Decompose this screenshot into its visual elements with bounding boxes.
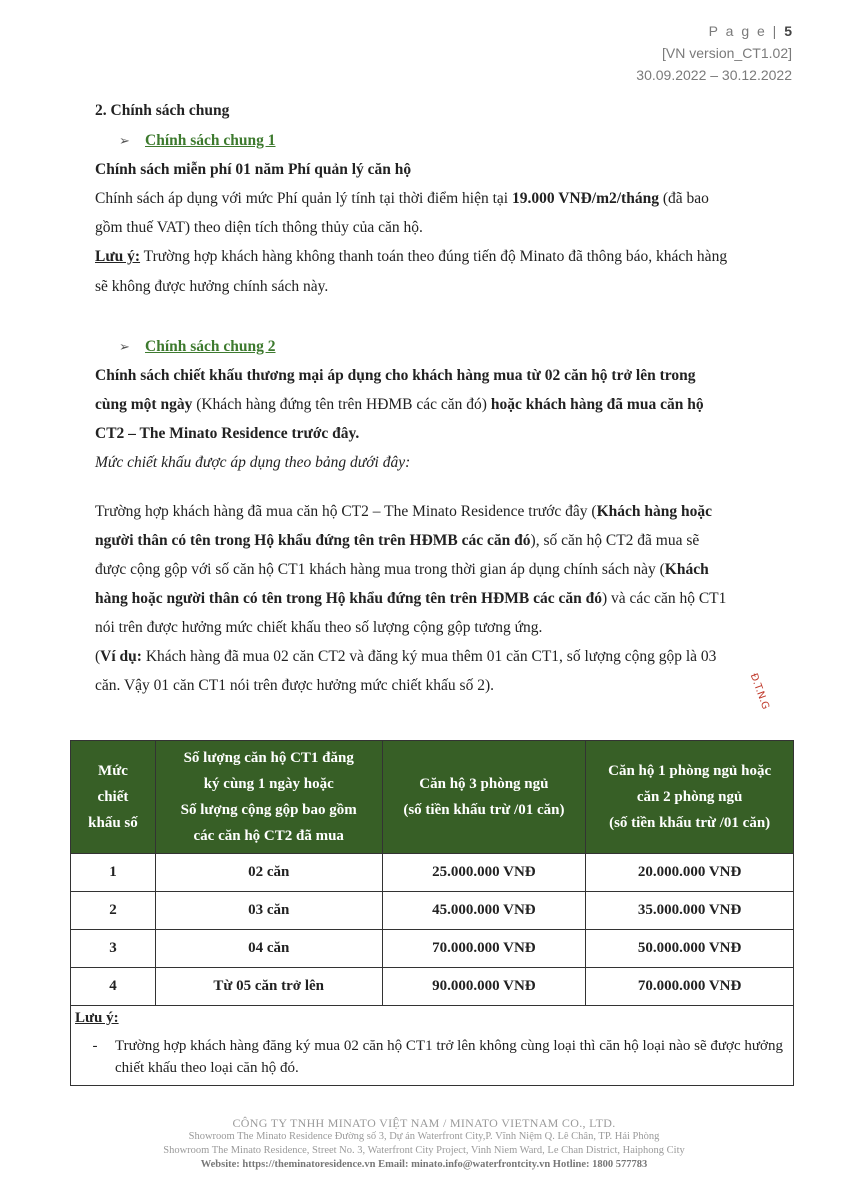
arrow-icon: ➢ [119,339,130,354]
policy2-para-line3 [95,561,709,579]
footer-line2: Showroom The Minato Residence, Street No. 3, Waterfront City Project, Vinh Niem Ward, Le Chan District, Haiphong City [163,1145,685,1156]
policy1-text: Chính sách áp dụng với mức Phí quản lý tính tại thời điểm hiện tại [95,190,512,207]
p1a: Trường hợp khách hàng đã mua căn hộ CT2 – The Minato Residence trước đây ( [95,503,597,520]
table-note-row [71,1006,794,1086]
cell-3br-amount: 70.000.000 VNĐ [382,930,586,968]
header-discount-level [71,741,156,854]
table-row [71,892,794,930]
policy2-heading-text: Chính sách chung 2 [145,338,276,355]
table-note-cell [71,1006,794,1086]
policy1-note [95,248,727,266]
p4a: hàng hoặc người thân có tên trong Hộ khẩu đứng tên trên HĐMB các căn đó [95,590,603,607]
header-quantity [155,741,382,854]
footer-company: CÔNG TY TNHH MINATO VIỆT NAM / MINATO VIETNAM CO., LTD. [232,1116,616,1130]
policy1-text-end: (đã bao [658,190,709,207]
policy2-para-line1 [95,503,712,521]
header-line: (số tiền khấu trừ /01 căn) [609,815,771,831]
management-fee: 19.000 VNĐ/m2/tháng [511,190,659,207]
period-label: 30.09.2022 – 30.12.2022 [636,67,792,83]
header-line: căn 2 phòng ngủ [636,789,743,805]
p3a: được cộng gộp với số căn hộ CT1 khách hàng mua trong thời gian áp dụng chính sách này ( [95,561,665,578]
footer-line1: Showroom The Minato Residence Đường số 3, Dự án Waterfront City,P. Vĩnh Niệm Q. Lê Chân, TP. Hải Phòng [188,1131,660,1142]
note-text: Trường hợp khách hàng không thanh toán theo đúng tiến độ Minato đã thông báo, khách hàng [140,248,728,265]
arrow-icon: ➢ [119,133,130,148]
note-dash: - [92,1038,98,1054]
ex-label: Ví dụ: [100,648,142,665]
policy2-para-line5: nói trên được hưởng mức chiết khấu theo số lượng cộng gộp tương ứng. [95,619,543,636]
header-line: Số lượng căn hộ CT1 đăng [183,750,354,766]
header-3br [382,741,586,854]
discount-table [70,740,794,1086]
p1b: Khách hàng hoặc [596,503,712,520]
cell-quantity: 02 căn [155,854,382,892]
header-line: Số lượng cộng gộp bao gồm [180,802,357,818]
page-footer [0,1116,848,1172]
header-line: khấu số [88,815,138,831]
header-line: ký cùng 1 ngày hoặc [203,776,334,792]
p4b: ) và các căn hộ CT1 [602,590,727,607]
cell-3br-amount: 90.000.000 VNĐ [382,968,586,1006]
header-line: Căn hộ 1 phòng ngủ hoặc [608,763,772,779]
page-number: 5 [784,23,792,39]
header-line: Căn hộ 3 phòng ngủ [419,776,549,792]
example-line2: căn. Vậy 01 căn CT1 nói trên được hưởng mức chiết khấu số 2). [95,677,495,694]
page-header [636,20,792,86]
header-line: chiết [97,789,129,805]
policy2-italic-note: Mức chiết khấu được áp dụng theo bảng dưới đây: [95,454,411,471]
header-line: Mức [98,763,128,779]
footer-contact: Website: https://theminatoresidence.vn Email: minato.info@waterfrontcity.vn Hotline: 1800 577783 [200,1159,648,1170]
cell-3br-amount: 25.000.000 VNĐ [382,854,586,892]
example-line1 [95,648,716,666]
table-row [71,854,794,892]
table-row [71,968,794,1006]
policy2-title-line3: CT2 – The Minato Residence trước đây. [95,425,360,442]
table-note-title: Lưu ý: [75,1010,119,1026]
header-1-2br [586,741,794,854]
version-label: [VN version_CT1.02] [662,45,792,61]
p3b: Khách [664,561,709,578]
page-label: P a g e | [708,23,779,39]
ex-open: ( [95,648,101,665]
cell-1-2br-amount: 50.000.000 VNĐ [586,930,794,968]
policy2-t2c: hoặc khách hàng đã mua căn hộ [490,396,704,413]
cell-1-2br-amount: 20.000.000 VNĐ [586,854,794,892]
ex-text: Khách hàng đã mua 02 căn CT2 và đăng ký mua thêm 01 căn CT1, số lượng cộng gộp là 03 [141,648,717,665]
cell-quantity: Từ 05 căn trở lên [155,968,382,1006]
policy1-paragraph [95,190,709,208]
header-line: (số tiền khấu trừ /01 căn) [403,802,565,818]
cell-1-2br-amount: 70.000.000 VNĐ [586,968,794,1006]
policy1-heading-text: Chính sách chung 1 [145,132,276,149]
policy2-title-line1: Chính sách chiết khấu thương mại áp dụng cho khách hàng mua từ 02 căn hộ trở lên trong [95,367,696,384]
table-row [71,930,794,968]
cell-1-2br-amount: 35.000.000 VNĐ [586,892,794,930]
table-note-item [75,1035,785,1079]
note-label: Lưu ý: [95,248,141,265]
cell-level: 4 [71,968,156,1006]
cell-quantity: 03 căn [155,892,382,930]
header-line: các căn hộ CT2 đã mua [193,828,344,844]
page-number-line [636,20,792,42]
policy2-para-line2 [95,532,699,550]
policy2-title-line2 [95,396,704,414]
cell-level: 1 [71,854,156,892]
section-title: 2. Chính sách chung [95,102,230,119]
handwritten-stamp: Đ.T.N.G [747,672,771,711]
policy2-t2a: cùng một ngày [95,396,193,413]
p2a: người thân có tên trong Hộ khẩu đứng tên trên HĐMB các căn đó [95,532,531,549]
policy2-para-line4 [95,590,726,608]
policy1-paragraph-line2: gồm thuế VAT) theo diện tích thông thủy của căn hộ. [95,219,423,236]
policy1-title: Chính sách miễn phí 01 năm Phí quản lý căn hộ [95,161,412,178]
p2b: ), số căn hộ CT2 đã mua sẽ [530,532,700,549]
cell-quantity: 04 căn [155,930,382,968]
policy2-t2b: (Khách hàng đứng tên trên HĐMB các căn đó) [192,396,491,413]
policy2-heading [119,338,276,356]
policy1-note-line2: sẽ không được hưởng chính sách này. [95,278,329,295]
cell-level: 2 [71,892,156,930]
cell-3br-amount: 45.000.000 VNĐ [382,892,586,930]
policy1-heading [119,132,276,150]
cell-level: 3 [71,930,156,968]
table-header-row [71,741,794,854]
table-note-text: Trường hợp khách hàng đăng ký mua 02 căn hộ CT1 trở lên không cùng loại thì căn hộ loại nào sẽ được hưởng chiết khấu theo loại căn hộ đó. [115,1038,783,1076]
